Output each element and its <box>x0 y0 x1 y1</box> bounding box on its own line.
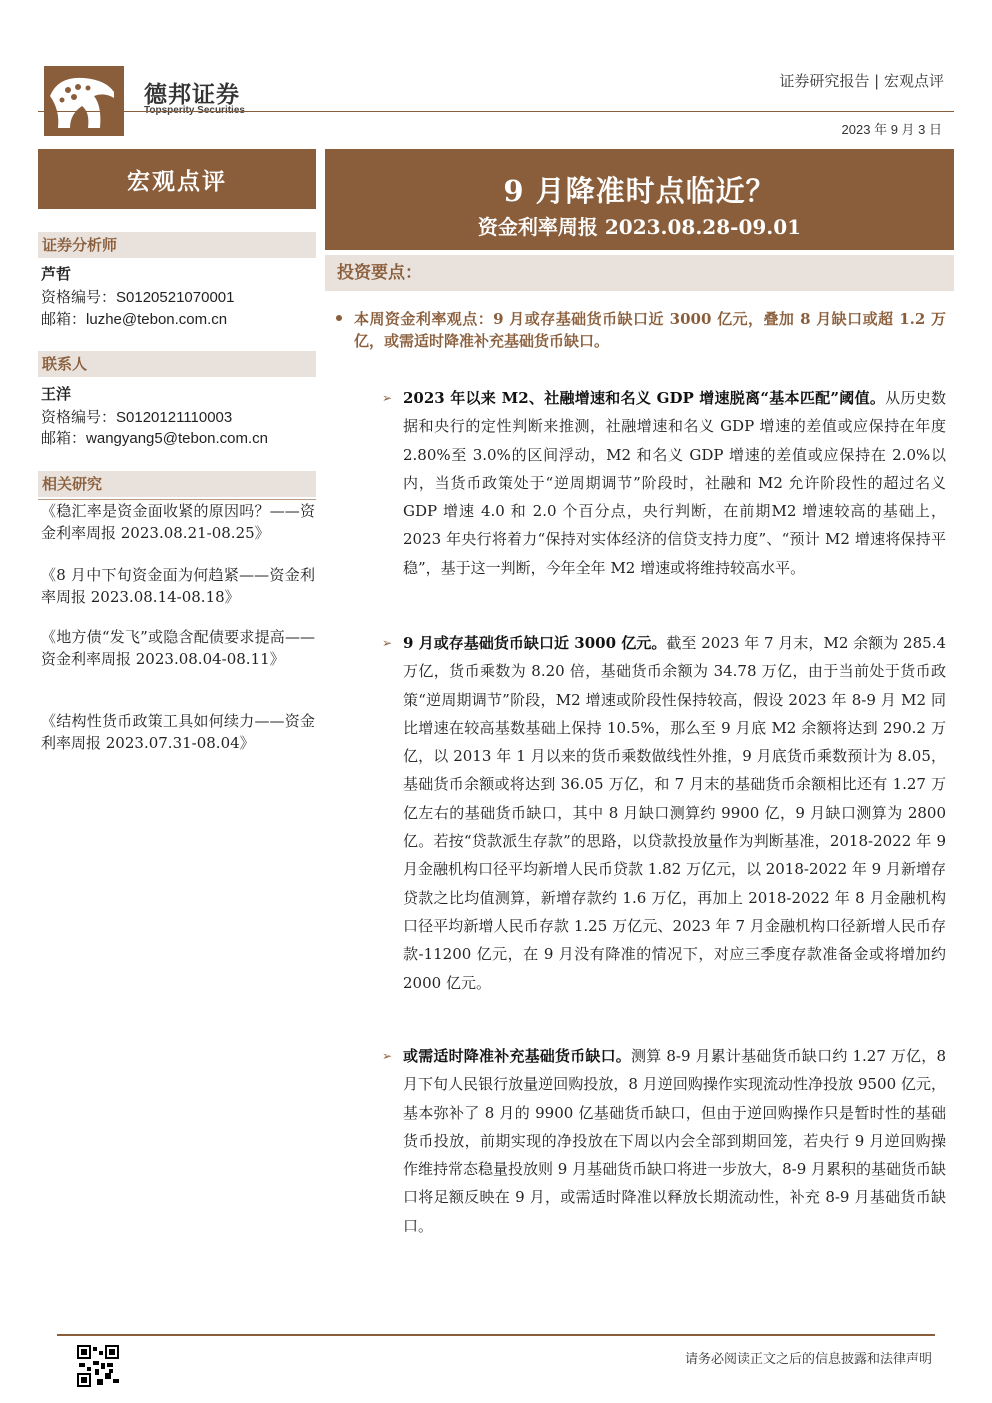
arrow-bullet-icon: ➢ <box>382 391 393 405</box>
report-subtitle: 资金利率周报 2023.08.28-09.01 <box>477 215 802 239</box>
point-paragraph: ➢ 2023 年以来 M2、社融增速和名义 GDP 增速脱离“基本匹配”阈值。从历史数据和央行的定性判断来推测，社融增速和名义 GDP 增速的差值或应保持在年度 2.80%至 3.0%的区间浮动，M2 和名义 GDP 增速的差值或应保持在 2.0%以内，当货币政策处于“逆周期调节”阶段时，社融和 M2 允许阶段性的超过名义 GDP 增速 4.0 和 2.0 个百分点，央行判断，在前期M2 增速较高的基础上，2023 年央行将着力“保持对实体经济的信贷支持力度”、“预计 M2 增速将保持平稳”，基于这一判断，今年全年 M2 增速或将维持较高水平。 <box>386 384 946 582</box>
arrow-bullet-icon: ➢ <box>382 636 393 650</box>
related-item[interactable]: 《地方债“发飞”或隐含配债要求提高——资金利率周报 2023.08.04-08.11》 <box>41 628 315 668</box>
key-points-heading: 投资要点： <box>325 255 954 291</box>
point-paragraph: ➢ 或需适时降准补充基础货币缺口。测算 8-9 月累计基础货币缺口约 1.27 万亿，8 月下旬人民银行放量逆回购投放，8 月逆回购操作实现流动性净投放 9500 亿元，基本弥补了 8 月的 9900 亿基础货币缺口，但由于逆回购操作只是暂时性的基础货币投放，前期实现的净投放在下周以内会全部到期回笼，若央行 9 月逆回购操作维持常态稳量投放则 9 月基础货币缺口将进一步放大，8-9 月累积的基础货币缺口将足额反映在 9 月，或需适时降准以释放长期流动性，补充 8-9 月基础货币缺口。 <box>386 1042 946 1240</box>
contact-email: 邮箱：wangyang5@tebon.com.cn <box>41 429 269 447</box>
point-paragraph: ➢ 9 月或存基础货币缺口近 3000 亿元。截至 2023 年 7 月末，M2 余额为 285.4 万亿，货币乘数为 8.20 倍，基础货币余额为 34.78 万亿，由于当前处于货币政策“逆周期调节”阶段，M2 增速或阶段性保持较高，假设 2023 年 8-9 月 M2 同比增速在较高基数基础上保持 10.5%，那么至 9 月底 M2 余额将达到 290.2 万亿，以 2013 年 1 月以来的货币乘数做线性外推，9 月底货币乘数预计为 8.05，基础货币余额或将达到 36.05 万亿，和 7 月末的基础货币余额相比还有 1.27 万亿左右的基础货币缺口，其中 8 月缺口测算约 9900 亿，9 月缺口测算为 2800 亿。若按“贷款派生存款”的思路，以贷款投放量作为判断基准，2018-2022 年 9 月金融机构口径平均新增人民币贷款 1.82 万亿元，以 2018-2022 年 9 月新增存贷款之比均值测算，新增存款约 1.6 万亿，再加上 2018-2022 年 8 月金融机构口径平均新增人民币存款 1.25 万亿元、2023 年 7 月金融机构口径新增人民币存款-11200 亿元，在 9 月没有降准的情况下，对应三季度存款准备金或将增加约 2000 亿元。 <box>386 629 946 997</box>
related-heading: 相关研究 <box>38 471 316 497</box>
title-banner <box>325 149 954 250</box>
contact-heading: 联系人 <box>38 351 316 377</box>
brand-name-cn: 德邦证券 <box>144 82 240 108</box>
analyst-cert: 资格编号：S0120521070001 <box>41 288 235 306</box>
related-item[interactable]: 《8 月中下旬资金面为何趋紧——资金利率周报 2023.08.14-08.18》 <box>41 566 315 606</box>
contact-name: 王洋 <box>41 385 72 403</box>
category-banner: 宏观点评 <box>38 149 316 209</box>
related-item[interactable]: 《结构性货币政策工具如何续力——资金利率周报 2023.07.31-08.04》 <box>41 712 315 752</box>
legal-disclaimer: 请务必阅读正文之后的信息披露和法律声明 <box>684 1352 932 1367</box>
report-date: 2023 年 9 月 3 日 <box>841 122 942 137</box>
report-title: 9 月降准时点临近？ <box>503 174 776 208</box>
arrow-bullet-icon: ➢ <box>382 1049 393 1063</box>
analyst-name: 芦哲 <box>41 265 72 283</box>
footer-divider <box>57 1334 935 1336</box>
header-divider <box>38 111 954 112</box>
lead-summary: 本周资金利率观点：9 月或存基础货币缺口近 3000 亿元，叠加 8 月缺口或超 1.2 万亿，或需适时降准补充基础货币缺口。 <box>336 308 946 352</box>
report-type: 证券研究报告 | 宏观点评 <box>779 72 944 90</box>
bullet-dot-icon <box>336 315 342 321</box>
analyst-email: 邮箱：luzhe@tebon.com.cn <box>41 310 228 328</box>
company-logo-icon <box>44 66 124 136</box>
analyst-heading: 证券分析师 <box>38 232 316 258</box>
contact-cert: 资格编号：S0120121110003 <box>41 408 233 426</box>
qr-code-icon <box>77 1345 119 1387</box>
related-item[interactable]: 《稳汇率是资金面收紧的原因吗？——资金利率周报 2023.08.21-08.25》 <box>41 502 315 542</box>
